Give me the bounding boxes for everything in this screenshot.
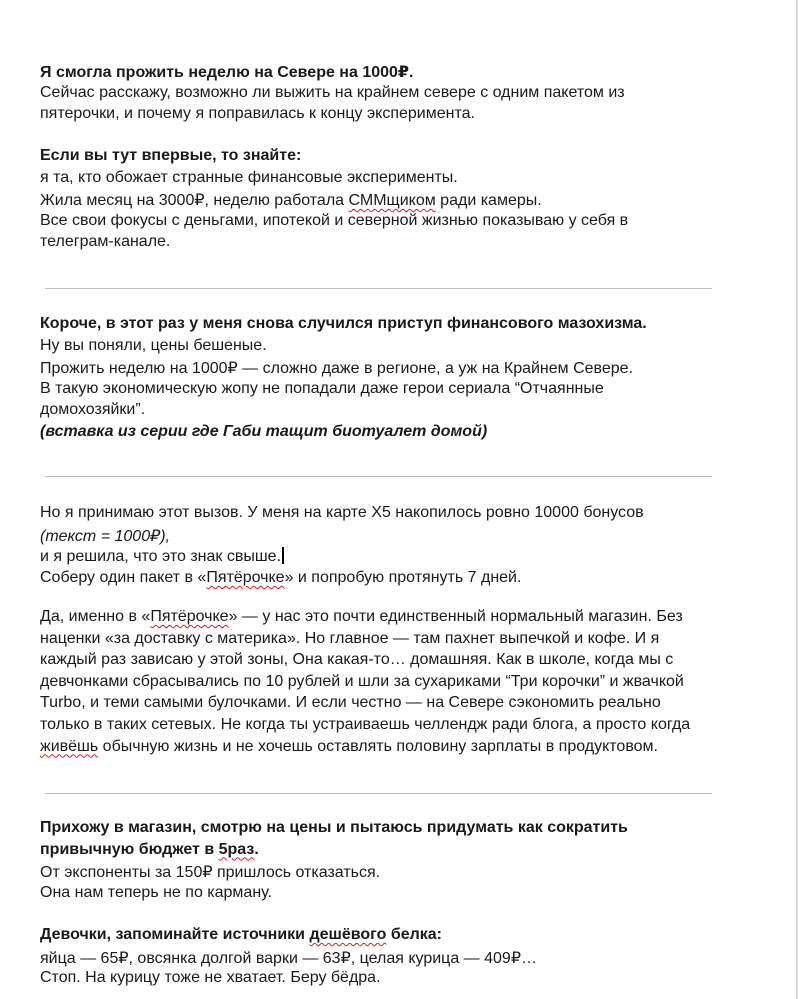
paragraph-line: Жила месяц на 3000₽, неделю работала СММщиком ради камеры. <box>40 192 542 210</box>
heading-about: Если вы тут впервые, то знайте: <box>40 147 302 164</box>
text-cursor <box>282 547 284 564</box>
paragraph-line: каждый раз зависаю у этой зоны, Она какая-то… домашняя. Как в школе, когда мы с <box>40 651 674 669</box>
paragraph-line: живёшь обычную жизнь и не хочешь оставлять половину зарплаты в продуктовом. <box>40 737 658 755</box>
paragraph-line: только в таких сетевых. Не когда ты устраиваешь челлендж ради блога, а просто когда <box>40 715 691 733</box>
divider <box>45 793 712 794</box>
heading-shop: Прихожу в магазин, смотрю на цены и пытаюсь придумать как сократить <box>40 819 628 836</box>
misspelled-word[interactable]: Пятёрочке <box>206 568 285 586</box>
paragraph-line: Стоп. На курицу тоже не хватает. Беру бёдра. <box>40 969 381 987</box>
paragraph-line: наценки «за доставку с материка». Но главное — там пахнет выпечкой и кофе. И я <box>40 629 660 647</box>
paragraph-line: Соберу один пакет в «Пятёрочке» и попробую протянуть 7 дней. <box>40 568 522 586</box>
paragraph-line: Она нам теперь не по карману. <box>40 883 273 901</box>
misspelled-word[interactable]: СММщиком <box>348 192 436 210</box>
paragraph-line: я та, кто обожает странные финансовые эксперименты. <box>40 168 458 186</box>
paragraph-line: яйца — 65₽, овсянка долгой варки — 63₽, целая курица — 409₽… <box>40 949 537 967</box>
heading-protein: Девочки, запоминайте источники дешёвого белка: <box>40 926 442 943</box>
paragraph-line: девчонками сбрасывались по 10 рублей и шли за сухариками “Три корочки” и жвачкой <box>40 672 684 690</box>
misspelled-word[interactable]: Пятёрочке <box>150 608 229 625</box>
section-intro <box>40 62 740 127</box>
paragraph-line: домохозяйки”. <box>40 401 146 419</box>
paragraph-line: От экспоненты за 150₽ пришлось отказаться. <box>40 864 381 882</box>
paragraph-line: Но я принимаю этот вызов. У меня на карте Х5 накопилось ровно 10000 бонусов <box>40 504 644 521</box>
divider <box>45 288 712 289</box>
paragraph-line: Сейчас расскажу, возможно ли выжить на крайнем севере с одним пакетом из <box>40 83 625 101</box>
paragraph-line: Прожить неделю на 1000₽ — сложно даже в регионе, а уж на Крайнем Севере. <box>40 360 634 378</box>
misspelled-word[interactable]: дешёвого <box>309 926 387 943</box>
heading-shop: привычную бюджет в 5раз. <box>40 840 259 858</box>
misspelled-word[interactable]: живёшь <box>40 737 99 755</box>
misspelled-word[interactable]: 5раз <box>218 840 255 858</box>
divider <box>45 476 712 477</box>
heading-challenge: Короче, в этот раз у меня снова случился приступ финансового мазохизма. <box>40 315 647 332</box>
paragraph-line: Ну вы поняли, цены бешеные. <box>40 336 267 354</box>
section-shop <box>40 819 740 905</box>
section-store <box>40 608 740 759</box>
insert-note: (вставка из серии где Габи тащит биотуалет домой) <box>40 422 488 440</box>
paragraph-line: пятерочки, и почему я поправилась к концу эксперимента. <box>40 105 475 123</box>
heading-intro: Я смогла прожить неделю на Севере на 1000₽. <box>40 64 414 81</box>
paragraph-line: и я решила, что это знак свыше. <box>40 547 740 569</box>
paragraph-line: В такую экономическую жопу не попадали даже герои сериала “Отчаянные <box>40 379 604 397</box>
section-challenge <box>40 315 740 445</box>
paragraph-line: Все свои фокусы с деньгами, ипотекой и северной жизнью показываю у себя в <box>40 211 629 229</box>
paragraph-line: Turbo, и теми самыми булочками. И если честно — на Севере сэкономить реально <box>40 694 661 712</box>
section-protein <box>40 926 740 991</box>
section-about <box>40 147 740 255</box>
paragraph-line: (текст = 1000₽), <box>40 527 171 545</box>
section-accept <box>40 504 740 590</box>
paragraph-line: телеграм-канале. <box>40 233 171 251</box>
paragraph-line: Да, именно в «Пятёрочке» — у нас это почти единственный нормальный магазин. Без <box>40 608 683 625</box>
